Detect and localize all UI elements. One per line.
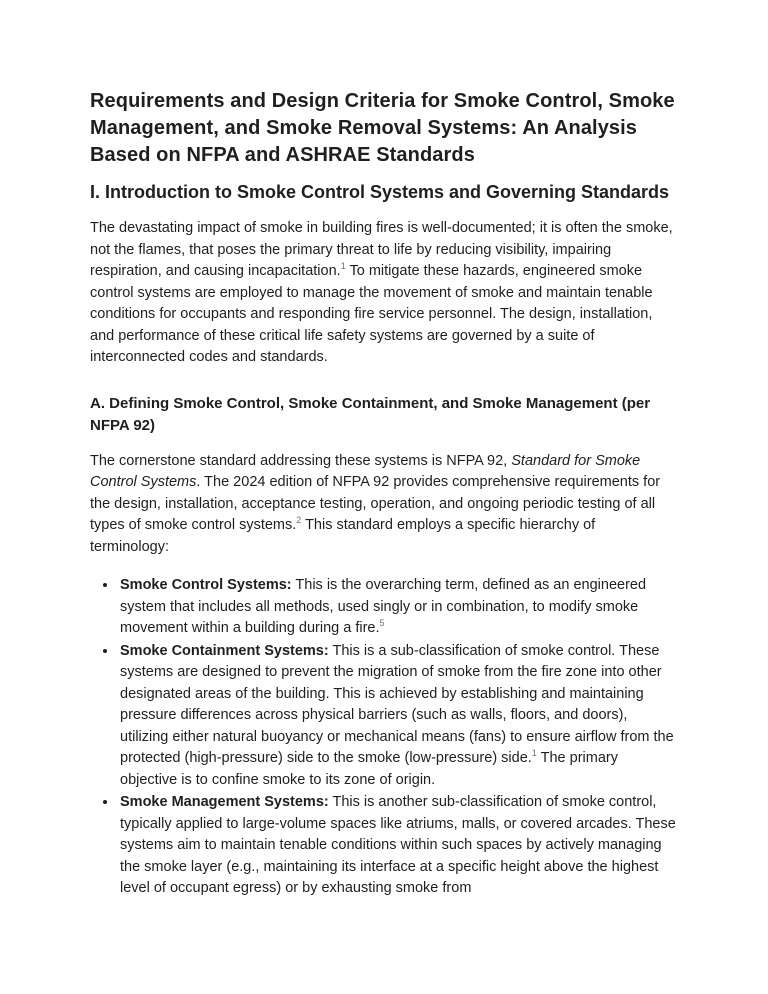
text-run: The primary objective is to confine smoke to its zone of origin. — [120, 750, 618, 788]
citation-superscript[interactable]: 2 — [296, 515, 302, 526]
list-item-smoke-management — [118, 791, 678, 900]
text-run: Smoke Control Systems: — [120, 577, 292, 593]
subsection-heading-defining: A. Defining Smoke Control, Smoke Containment, and Smoke Management (per NFPA 92) — [90, 394, 651, 434]
text-run: Standard for Smoke Control Systems — [90, 452, 641, 490]
list-item-smoke-control — [118, 574, 678, 640]
paragraph-cornerstone — [90, 451, 678, 559]
paragraph-introduction — [90, 218, 678, 369]
text-run: This standard employs a specific hierarchy of terminology: — [90, 517, 596, 555]
section-heading-introduction: I. Introduction to Smoke Control Systems and Governing Standards — [90, 182, 670, 202]
citation-superscript[interactable]: 5 — [379, 618, 385, 629]
citation-superscript[interactable]: 1 — [340, 261, 346, 272]
text-run: This is a sub-classification of smoke control. These systems are designed to prevent the migration of smoke from the fire zone into other designated areas of the building. This is achieved by establishing and maintaining pressure differences across physical barriers (such as walls, floors, and doors), utilizing either natural buoyancy or mechanical means (fans) to ensure airflow from the protected (high-pressure) side to the smoke (low-pressure) side. — [120, 642, 674, 766]
text-run: To mitigate these hazards, engineered smoke control systems are employed to manage the movement of smoke and maintain tenable conditions for occupants and responding fire service personnel. The design, installation, and performance of these critical life safety systems are governed by a suite of interconnected codes and standards. — [90, 263, 653, 365]
text-run: The devastating impact of smoke in building fires is well-documented; it is often the smoke, not the flames, that poses the primary threat to life by reducing visibility, impairing respiration, and causing incapacitation. — [90, 220, 673, 279]
document-title: Requirements and Design Criteria for Smoke Control, Smoke Management, and Smoke Removal Systems: An Analysis Based on NFPA and ASHRAE Standards — [90, 90, 675, 166]
list-item-smoke-containment — [118, 640, 678, 792]
text-run: This is the overarching term, defined as an engineered system that includes all methods, used singly or in combination, to modify smoke movement within a building during a fire. — [120, 577, 647, 636]
text-run: The cornerstone standard addressing these systems is NFPA 92, — [90, 452, 512, 469]
terminology-bullet-list — [90, 574, 678, 900]
text-run: . The 2024 edition of NFPA 92 provides comprehensive requirements for the design, installation, acceptance testing, operation, and ongoing periodic testing of all types of smoke control systems. — [90, 474, 661, 533]
text-run: This is another sub-classification of smoke control, typically applied to large-volume spaces like atriums, malls, or covered arcades. These systems aim to maintain tenable conditions within such spaces by actively managing the smoke layer (e.g., maintaining its interface at a specific height above the highest level of occupant egress) or by exhausting smoke from — [120, 794, 676, 896]
citation-superscript[interactable]: 1 — [531, 748, 537, 759]
text-run: Smoke Containment Systems: — [120, 642, 329, 659]
text-run: Smoke Management Systems: — [120, 794, 329, 810]
